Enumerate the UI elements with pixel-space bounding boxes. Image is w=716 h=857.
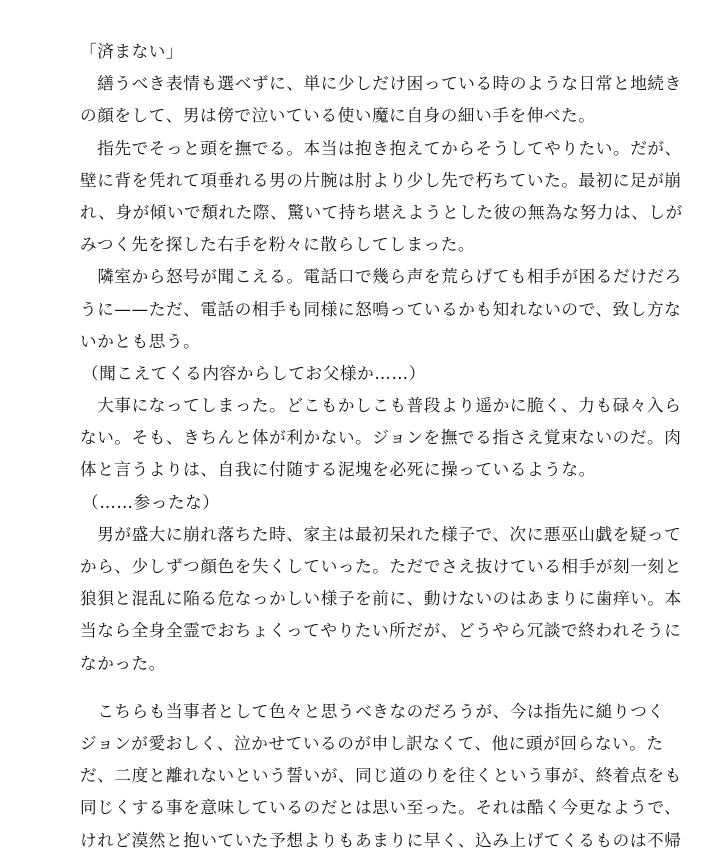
paragraph-line: ジョンが愛おしく、泣かせているのが申し訳なくて、他に頭が回らない。た [80, 733, 664, 753]
paragraph-line: から、少しずつ顔色を失くしていった。ただでさえ抜けている相手が刻一刻と [80, 557, 682, 576]
paragraph-line: うに——ただ、電話の相手も同様に怒鳴っているかも知れないので、致し方な [80, 299, 682, 319]
paragraph-line: いかとも思う。 [80, 331, 201, 351]
paragraph-line: 繕うべき表情も選べずに、単に少しだけ困っている時のような日常と地続き [80, 74, 682, 94]
paragraph-line: 壁に背を凭れて項垂れる男の片腕は肘より少し先で朽ちていた。最初に足が崩 [80, 170, 682, 190]
paragraph-line: 隣室から怒号が聞こえる。電話口で幾ら声を荒らげても相手が困るだけだろ [80, 267, 682, 287]
paragraph-line: 当なら全身全霊でおちょくってやりたい所だが、どうやら冗談で終われそうに [80, 621, 682, 641]
paragraph-line: なかった。 [80, 653, 166, 673]
dialogue-line: 「済まない」 [80, 42, 184, 61]
paragraph-line: の顔をして、男は傍で泣いている使い魔に自身の細い手を伸べた。 [80, 106, 596, 126]
paragraph-line: こちらも当事者として色々と思うべきなのだろうが、今は指先に縋りつく [80, 701, 665, 721]
paragraph-line: 同じくする事を意味しているのだとは思い至った。それは酷く今更なようで、 [80, 798, 682, 818]
paragraph-line: 体と言うよりは、自我に付随する泥塊を必死に操っているような。 [80, 460, 596, 480]
paragraph-line: けれど漠然と抱いていた予想よりもあまりに早く、込み上げてくるものは不帰 [80, 830, 682, 850]
paragraph-line: みつく先を探した右手を粉々に散らしてしまった。 [80, 235, 476, 255]
paragraph-line: 狼狽と混乱に陥る危なっかしい様子を前に、動けないのはあまりに歯痒い。本 [80, 589, 682, 609]
paragraph-line: だ、二度と離れないという誓いが、同じ道のりを往くという事が、終着点をも [80, 766, 682, 786]
paragraph-line: ない。そも、きちんと体が利かない。ジョンを撫でる指さえ覚束ないのだ。肉 [80, 428, 682, 448]
paragraph-line: 男が盛大に崩れ落ちた時、家主は最初呆れた様子で、次に悪巫山戯を疑って [80, 524, 682, 544]
paragraph-line: 指先でそっと頭を撫でる。本当は抱き抱えてからそうしてやりたい。だが、 [80, 138, 682, 158]
paragraph-line: れ、身が傾いで頽れた際、驚いて持ち堪えようとした彼の無為な努力は、しが [80, 202, 683, 222]
inner-thought-line: （……参ったな） [82, 492, 220, 512]
paragraph-line: 大事になってしまった。どこもかしこも普段より遥かに脆く、力も碌々入ら [80, 396, 682, 416]
inner-thought-line: （聞こえてくる内容からしてお父様か……） [82, 363, 426, 383]
story-text [80, 36, 683, 857]
paragraph-gap [80, 680, 660, 696]
